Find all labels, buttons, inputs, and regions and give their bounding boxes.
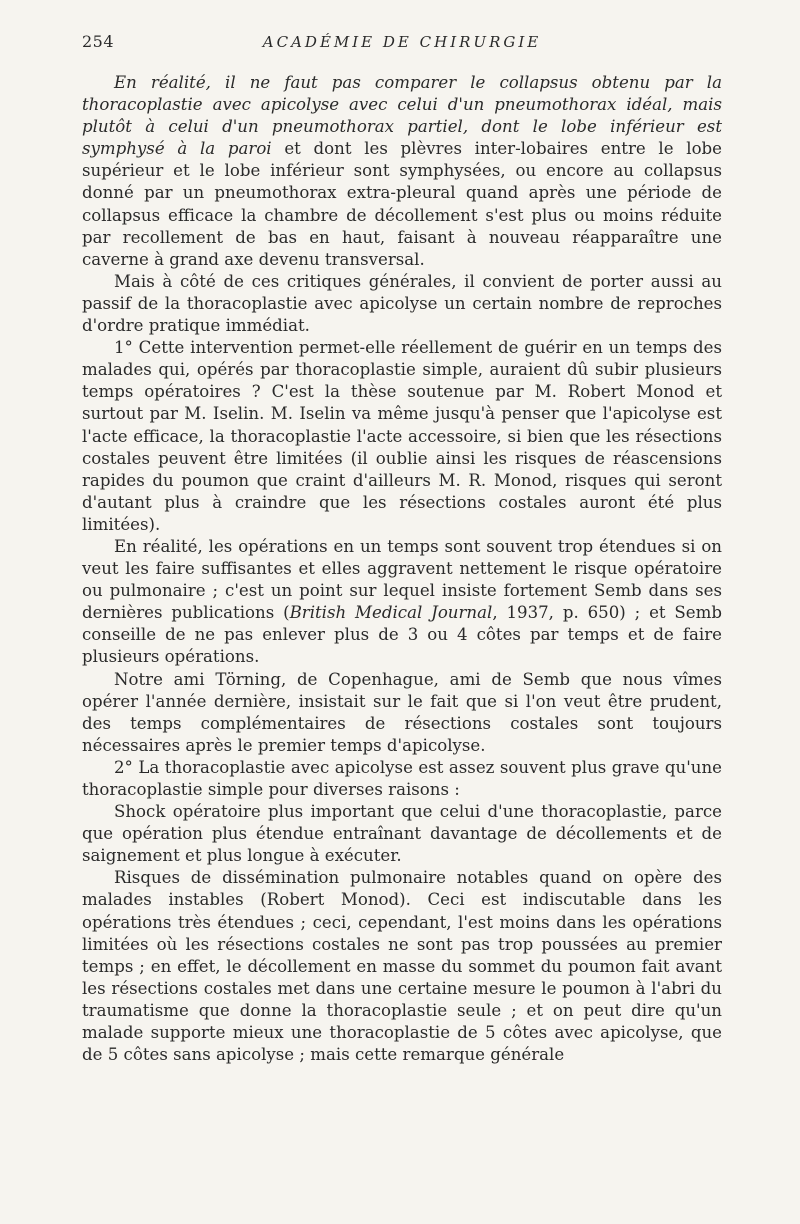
paragraph-4: [82, 536, 722, 669]
paragraph-4-text-after: , 1937, p. 650) ; et Semb conseille de ne pas enlever plus de 3 ou 4 côtes par temps et de faire plusieurs opérations.: [82, 603, 722, 667]
paragraph-4-text-before: En réalité, les opérations en un temps sont souvent trop étendues si on veut les faire suffisantes et elles aggravent nettement le risque opératoire ou pulmonaire ; c'est un point sur lequel insiste fortement Semb dans ses dernières publications (: [82, 536, 722, 623]
paragraph-6: 2° La thoracoplastie avec apicolyse est assez souvent plus grave qu'une thoracoplastie simple pour diverses raisons :: [82, 757, 722, 799]
paragraph-3: 1° Cette intervention permet-elle réellement de guérir en un temps des malades qui, opérés par thoracoplastie simple, auraient dû subir plusieurs temps opératoires ? C'est la thèse soutenue par M. Robert Monod et surtout par M. Iselin. M. Iselin va même jusqu'à penser que l'apicolyse est l'acte efficace, la thoracoplastie l'acte accessoire, si bien que les résections costales peuvent être limitées (il oublie ainsi les risques de réascensions rapides du poumon que craint d'ailleurs M. R. Monod, risques qui seront d'autant plus à craindre que les résections costales auront été plus limitées).: [82, 338, 722, 534]
journal-citation: British Medical Journal: [289, 603, 493, 623]
page-number: 254: [82, 32, 115, 51]
running-head: [82, 32, 722, 62]
paragraph-2: Mais à côté de ces critiques générales, il convient de porter aussi au passif de la thoracoplastie avec apicolyse un certain nombre de reproches d'ordre pratique immédiat.: [82, 271, 722, 336]
paragraph-8: Risques de dissémination pulmonaire notables quand on opère des malades instables (Robert Monod). Ceci est indiscutable dans les opérations très étendues ; ceci, cependant, l'est moins dans les opérations limitées où les résections costales ne sont pas trop poussées au premier temps ; en effet, le décollement en masse du sommet du poumon fait avant les résections costales met dans une certaine mesure le poumon à l'abri du traumatisme que donne la thoracoplastie seule ; et on peut dire qu'un malade supporte mieux une thoracoplastie de 5 côtes avec apicolyse, que de 5 côtes sans apicolyse ; mais cette remarque générale: [82, 868, 722, 1065]
running-title: ACADÉMIE DE CHIRURGIE: [262, 33, 542, 51]
paragraph-5: Notre ami Törning, de Copenhague, ami de Semb que nous vîmes opérer l'année dernière, insistait sur le fait que si l'on veut être prudent, des temps complémentaires de résections costales sont toujours nécessaires après le premier temps d'apicolyse.: [82, 669, 722, 755]
body-text: [82, 72, 722, 1066]
paragraph-1: [82, 72, 722, 271]
italic-lead: En réalité, il ne faut pas comparer le collapsus obtenu par la thoracoplastie avec apicolyse avec celui d'un pneumothorax idéal, mais plutôt à celui d'un pneumothorax partiel, dont le lobe inférieur est symphysé à la paroi: [82, 73, 722, 159]
paragraph-7: Shock opératoire plus important que celui d'une thoracoplastie, parce que opération plus étendue entraînant davantage de décollements et de saignement et plus longue à exécuter.: [82, 802, 722, 866]
paragraph-1-text: et dont les plèvres inter-lobaires entre le lobe supérieur et le lobe inférieur sont symphysées, ou encore au collapsus donné par un pneumothorax extra-pleural quand après une période de collapsus efficace la chambre de décollement s'est plus ou moins réduite par recollement de bas en haut, faisant à nouveau réapparaître une caverne à grand axe devenu transversal.: [82, 139, 722, 269]
